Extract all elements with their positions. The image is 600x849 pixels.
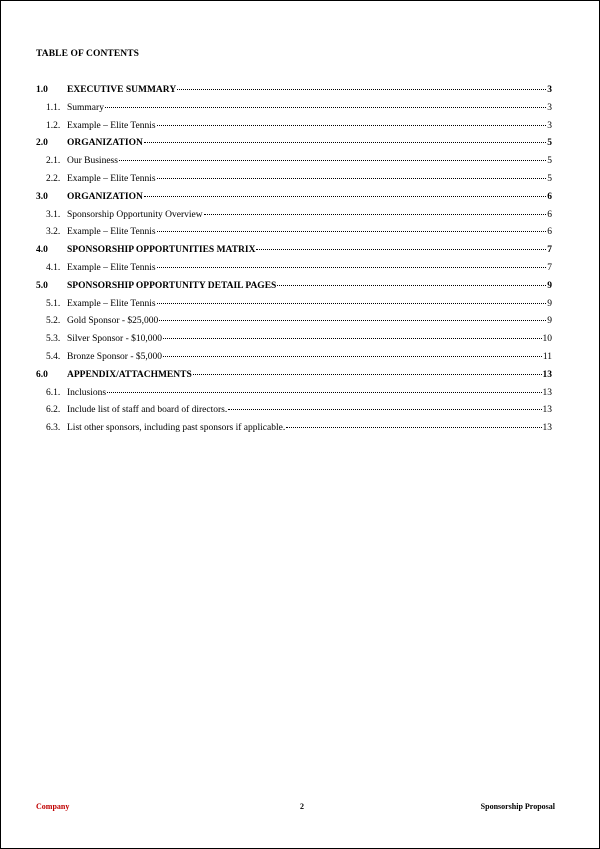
toc-entry-page: 7: [547, 262, 552, 273]
toc-entry[interactable]: [36, 352, 552, 370]
toc-entry[interactable]: [36, 85, 552, 103]
toc-entry[interactable]: [36, 405, 552, 423]
toc-dot-leader: [256, 249, 546, 250]
toc-entry-title: Our Business: [67, 156, 118, 167]
toc-entry-page: 6: [547, 227, 552, 238]
toc-entry-page: 3: [547, 85, 552, 95]
toc-entry-number: 3.0: [36, 191, 48, 202]
toc-entry-page: 3: [547, 102, 552, 113]
toc-entry[interactable]: [36, 210, 552, 228]
toc-dot-leader: [163, 356, 542, 357]
toc-entry[interactable]: [36, 245, 552, 263]
toc-dot-leader: [193, 374, 542, 375]
toc-entry-page: 3: [547, 120, 552, 131]
toc-entry-page: 10: [542, 334, 552, 345]
toc-entry-title: APPENDIX/ATTACHMENTS: [67, 369, 192, 380]
toc-entry[interactable]: [36, 192, 552, 210]
toc-entry-page: 13: [542, 387, 552, 398]
toc-dot-leader: [157, 125, 547, 126]
toc-entry-number: 5.1.: [46, 298, 61, 309]
toc-entry-title: ORGANIZATION: [67, 191, 143, 202]
toc-entry-page: 5: [547, 138, 552, 149]
toc-entry-title: Include list of staff and board of directors.: [67, 405, 228, 416]
toc-entry-title: EXECUTIVE SUMMARY: [67, 85, 177, 95]
toc-entry-title: Summary: [67, 102, 104, 113]
toc-entry[interactable]: [36, 174, 552, 192]
toc-dot-leader: [163, 338, 542, 339]
toc-dot-leader: [157, 178, 547, 179]
toc-entry-title: Example – Elite Tennis: [67, 262, 156, 273]
toc-entry-page: 13: [542, 423, 552, 434]
toc-list: [36, 85, 552, 441]
toc-entry[interactable]: [36, 263, 552, 281]
toc-entry-number: 1.2.: [46, 120, 61, 131]
toc-entry[interactable]: [36, 423, 552, 441]
toc-entry-number: 2.2.: [46, 173, 61, 184]
toc-entry[interactable]: [36, 227, 552, 245]
toc-dot-leader: [144, 196, 546, 197]
toc-entry[interactable]: [36, 388, 552, 406]
toc-entry-number: 2.1.: [46, 156, 61, 167]
toc-entry-number: 3.1.: [46, 209, 61, 220]
toc-entry-title: SPONSORSHIP OPPORTUNITIES MATRIX: [67, 245, 256, 256]
toc-entry-number: 6.0: [36, 369, 48, 380]
toc-entry-number: 1.0: [36, 85, 48, 95]
page-footer: [36, 802, 555, 816]
toc-dot-leader: [157, 231, 547, 232]
toc-dot-leader: [119, 160, 546, 161]
toc-entry-page: 9: [547, 298, 552, 309]
toc-entry[interactable]: [36, 370, 552, 388]
toc-dot-leader: [157, 267, 547, 268]
toc-entry-number: 1.1.: [46, 102, 61, 113]
toc-entry[interactable]: [36, 316, 552, 334]
toc-entry-title: ORGANIZATION: [67, 138, 143, 149]
toc-entry-title: SPONSORSHIP OPPORTUNITY DETAIL PAGES: [67, 280, 277, 291]
footer-company: Company: [36, 802, 70, 811]
toc-entry-page: 6: [547, 191, 552, 202]
toc-dot-leader: [157, 303, 547, 304]
toc-entry-title: List other sponsors, including past sponsors if applicable.: [67, 423, 286, 434]
toc-entry-number: 3.2.: [46, 227, 61, 238]
toc-entry-number: 5.4.: [46, 351, 61, 362]
toc-entry-page: 11: [542, 351, 552, 362]
toc-entry-number: 5.3.: [46, 334, 61, 345]
toc-heading: TABLE OF CONTENTS: [36, 49, 140, 59]
toc-entry-page: 5: [547, 173, 552, 184]
toc-entry-title: Bronze Sponsor - $5,000: [67, 351, 162, 362]
toc-dot-leader: [144, 142, 546, 143]
toc-dot-leader: [105, 107, 546, 108]
toc-entry-page: 9: [547, 280, 552, 291]
footer-page-number: 2: [300, 802, 304, 811]
toc-entry-number: 4.1.: [46, 262, 61, 273]
toc-entry-page: 9: [547, 316, 552, 327]
toc-entry[interactable]: [36, 281, 552, 299]
toc-dot-leader: [159, 320, 546, 321]
toc-entry-number: 2.0: [36, 138, 48, 149]
toc-entry[interactable]: [36, 334, 552, 352]
toc-entry[interactable]: [36, 121, 552, 139]
toc-dot-leader: [177, 89, 546, 90]
toc-entry-title: Inclusions: [67, 387, 107, 398]
toc-entry-page: 13: [542, 369, 552, 380]
toc-dot-leader: [228, 409, 541, 410]
toc-entry-title: Sponsorship Opportunity Overview: [67, 209, 203, 220]
toc-entry[interactable]: [36, 103, 552, 121]
toc-dot-leader: [204, 214, 547, 215]
toc-entry-page: 7: [547, 245, 552, 256]
toc-entry-number: 5.2.: [46, 316, 61, 327]
toc-entry[interactable]: [36, 138, 552, 156]
toc-entry-number: 6.3.: [46, 423, 61, 434]
toc-dot-leader: [286, 427, 541, 428]
toc-entry-number: 6.2.: [46, 405, 61, 416]
toc-entry-title: Example – Elite Tennis: [67, 298, 156, 309]
toc-entry-page: 6: [547, 209, 552, 220]
toc-entry-number: 4.0: [36, 245, 48, 256]
toc-dot-leader: [277, 285, 546, 286]
toc-entry-title: Example – Elite Tennis: [67, 173, 156, 184]
toc-entry-page: 5: [547, 156, 552, 167]
footer-document-title: Sponsorship Proposal: [480, 802, 555, 811]
toc-entry-title: Silver Sponsor - $10,000: [67, 334, 162, 345]
toc-entry[interactable]: [36, 299, 552, 317]
toc-entry-title: Gold Sponsor - $25,000: [67, 316, 159, 327]
toc-entry-page: 13: [542, 405, 552, 416]
toc-entry-title: Example – Elite Tennis: [67, 227, 156, 238]
toc-entry[interactable]: [36, 156, 552, 174]
toc-dot-leader: [107, 392, 541, 393]
toc-entry-number: 6.1.: [46, 387, 61, 398]
toc-entry-number: 5.0: [36, 280, 48, 291]
toc-entry-title: Example – Elite Tennis: [67, 120, 156, 131]
